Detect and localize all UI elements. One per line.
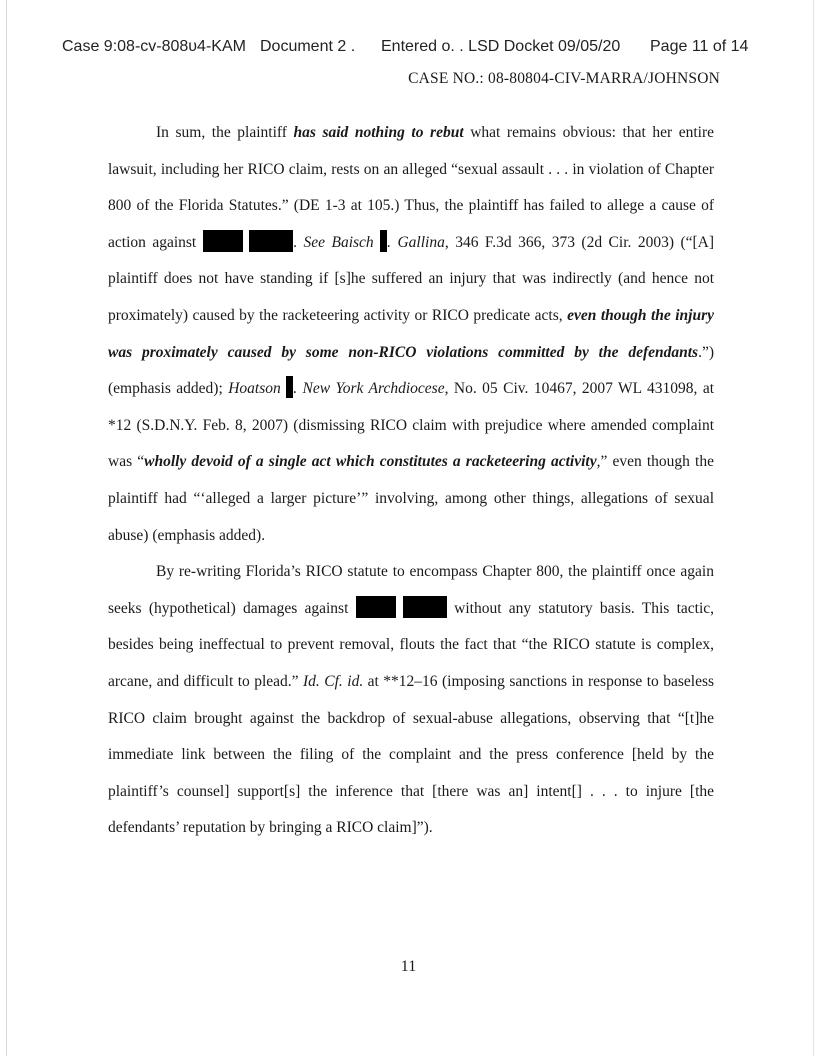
document-body [108,115,714,847]
text-run: In sum, the plaintiff [156,124,294,141]
text-run: without any statutory basis. This tactic, besides being ineffectual to prevent removal, flouts the fact that “the RICO statute is complex, arcane, and difficult to plead.” [108,599,714,690]
text-run: . [293,233,304,251]
text-run: .”) (emphasis added); [108,343,714,398]
paragraph-summary [108,115,714,554]
page-number: 11 [400,958,417,975]
emphasis-text: wholly devoid of a single act which constitutes a racketeering activity [144,453,597,471]
document-number-stamp: Document 2 . [260,38,356,55]
page-count-stamp: Page 11 of 14 [650,38,749,55]
redaction-block [203,230,243,252]
page-left-edge [6,0,7,1056]
redaction-block [403,596,447,618]
case-number-stamp: Case 9:08-cv-808υ4-KAM [62,38,246,55]
paragraph-rico-statute [108,554,714,847]
citation-text: . Gallina [387,233,445,251]
text-run: ,” even though the plaintiff had “‘alleged a larger picture’” involving, among other things, allegations of sexual abuse) (emphasis added). [108,453,714,544]
citation-text: . New York Archdiocese [293,380,445,398]
case-number-heading: CASE NO.: 08-80804-CIV-MARRA/JOHNSON [408,70,720,87]
court-filing-stamp [0,38,817,62]
citation-text: Cf. id. [324,672,364,690]
page-right-edge [813,0,814,1056]
text-run: what remains obvious: that her entire lawsuit, including her RICO claim, rests on an alleged “sexual assault . . . in violation of Chapter 800 of the Florida Statutes.” (DE 1-3 at 105.) Thus, the plaintiff has failed to allege a cause of action against [108,124,714,251]
text-run: at **12–16 (imposing sanctions in response to baseless RICO claim brought against the backdrop of sexual-abuse allegations, observing that “[t]he immediate link between the filing of the complaint and the press conference [held by the plaintiff’s counsel] support[s] the inference that [there was an] intent[] . . . to injure [the defendants’ reputation by bringing a RICO claim]”). [108,672,715,837]
redaction-block [356,596,396,618]
emphasis-text: even though the injury was proximately caused by some non-RICO violations committed by the defendants [108,306,715,361]
emphasis-text: has said nothing to rebut [293,124,464,141]
entered-docket-stamp: Entered o. . LSD Docket 09/05/20 [381,38,621,55]
redaction-block [249,230,293,252]
citation-text: Hoatson [228,380,281,398]
text-run: By re-writing Florida’s RICO statute to encompass Chapter 800, the plaintiff once again seeks (hypothetical) damages against [108,563,714,617]
citation-text: See Baisch [303,233,374,251]
citation-text: Id. [303,672,320,690]
text-run: , No. 05 Civ. 10467, 2007 WL 431098, at *12 (S.D.N.Y. Feb. 8, 2007) (dismissing RICO claim with prejudice where amended complaint was “ [108,380,715,471]
text-run: , 346 F.3d 366, 373 (2d Cir. 2003) (“[A] plaintiff does not have standing if [s]he suffered an injury that was indirectly (and hence not proximately) caused by the racketeering activity or RICO predicate acts, [108,233,715,324]
